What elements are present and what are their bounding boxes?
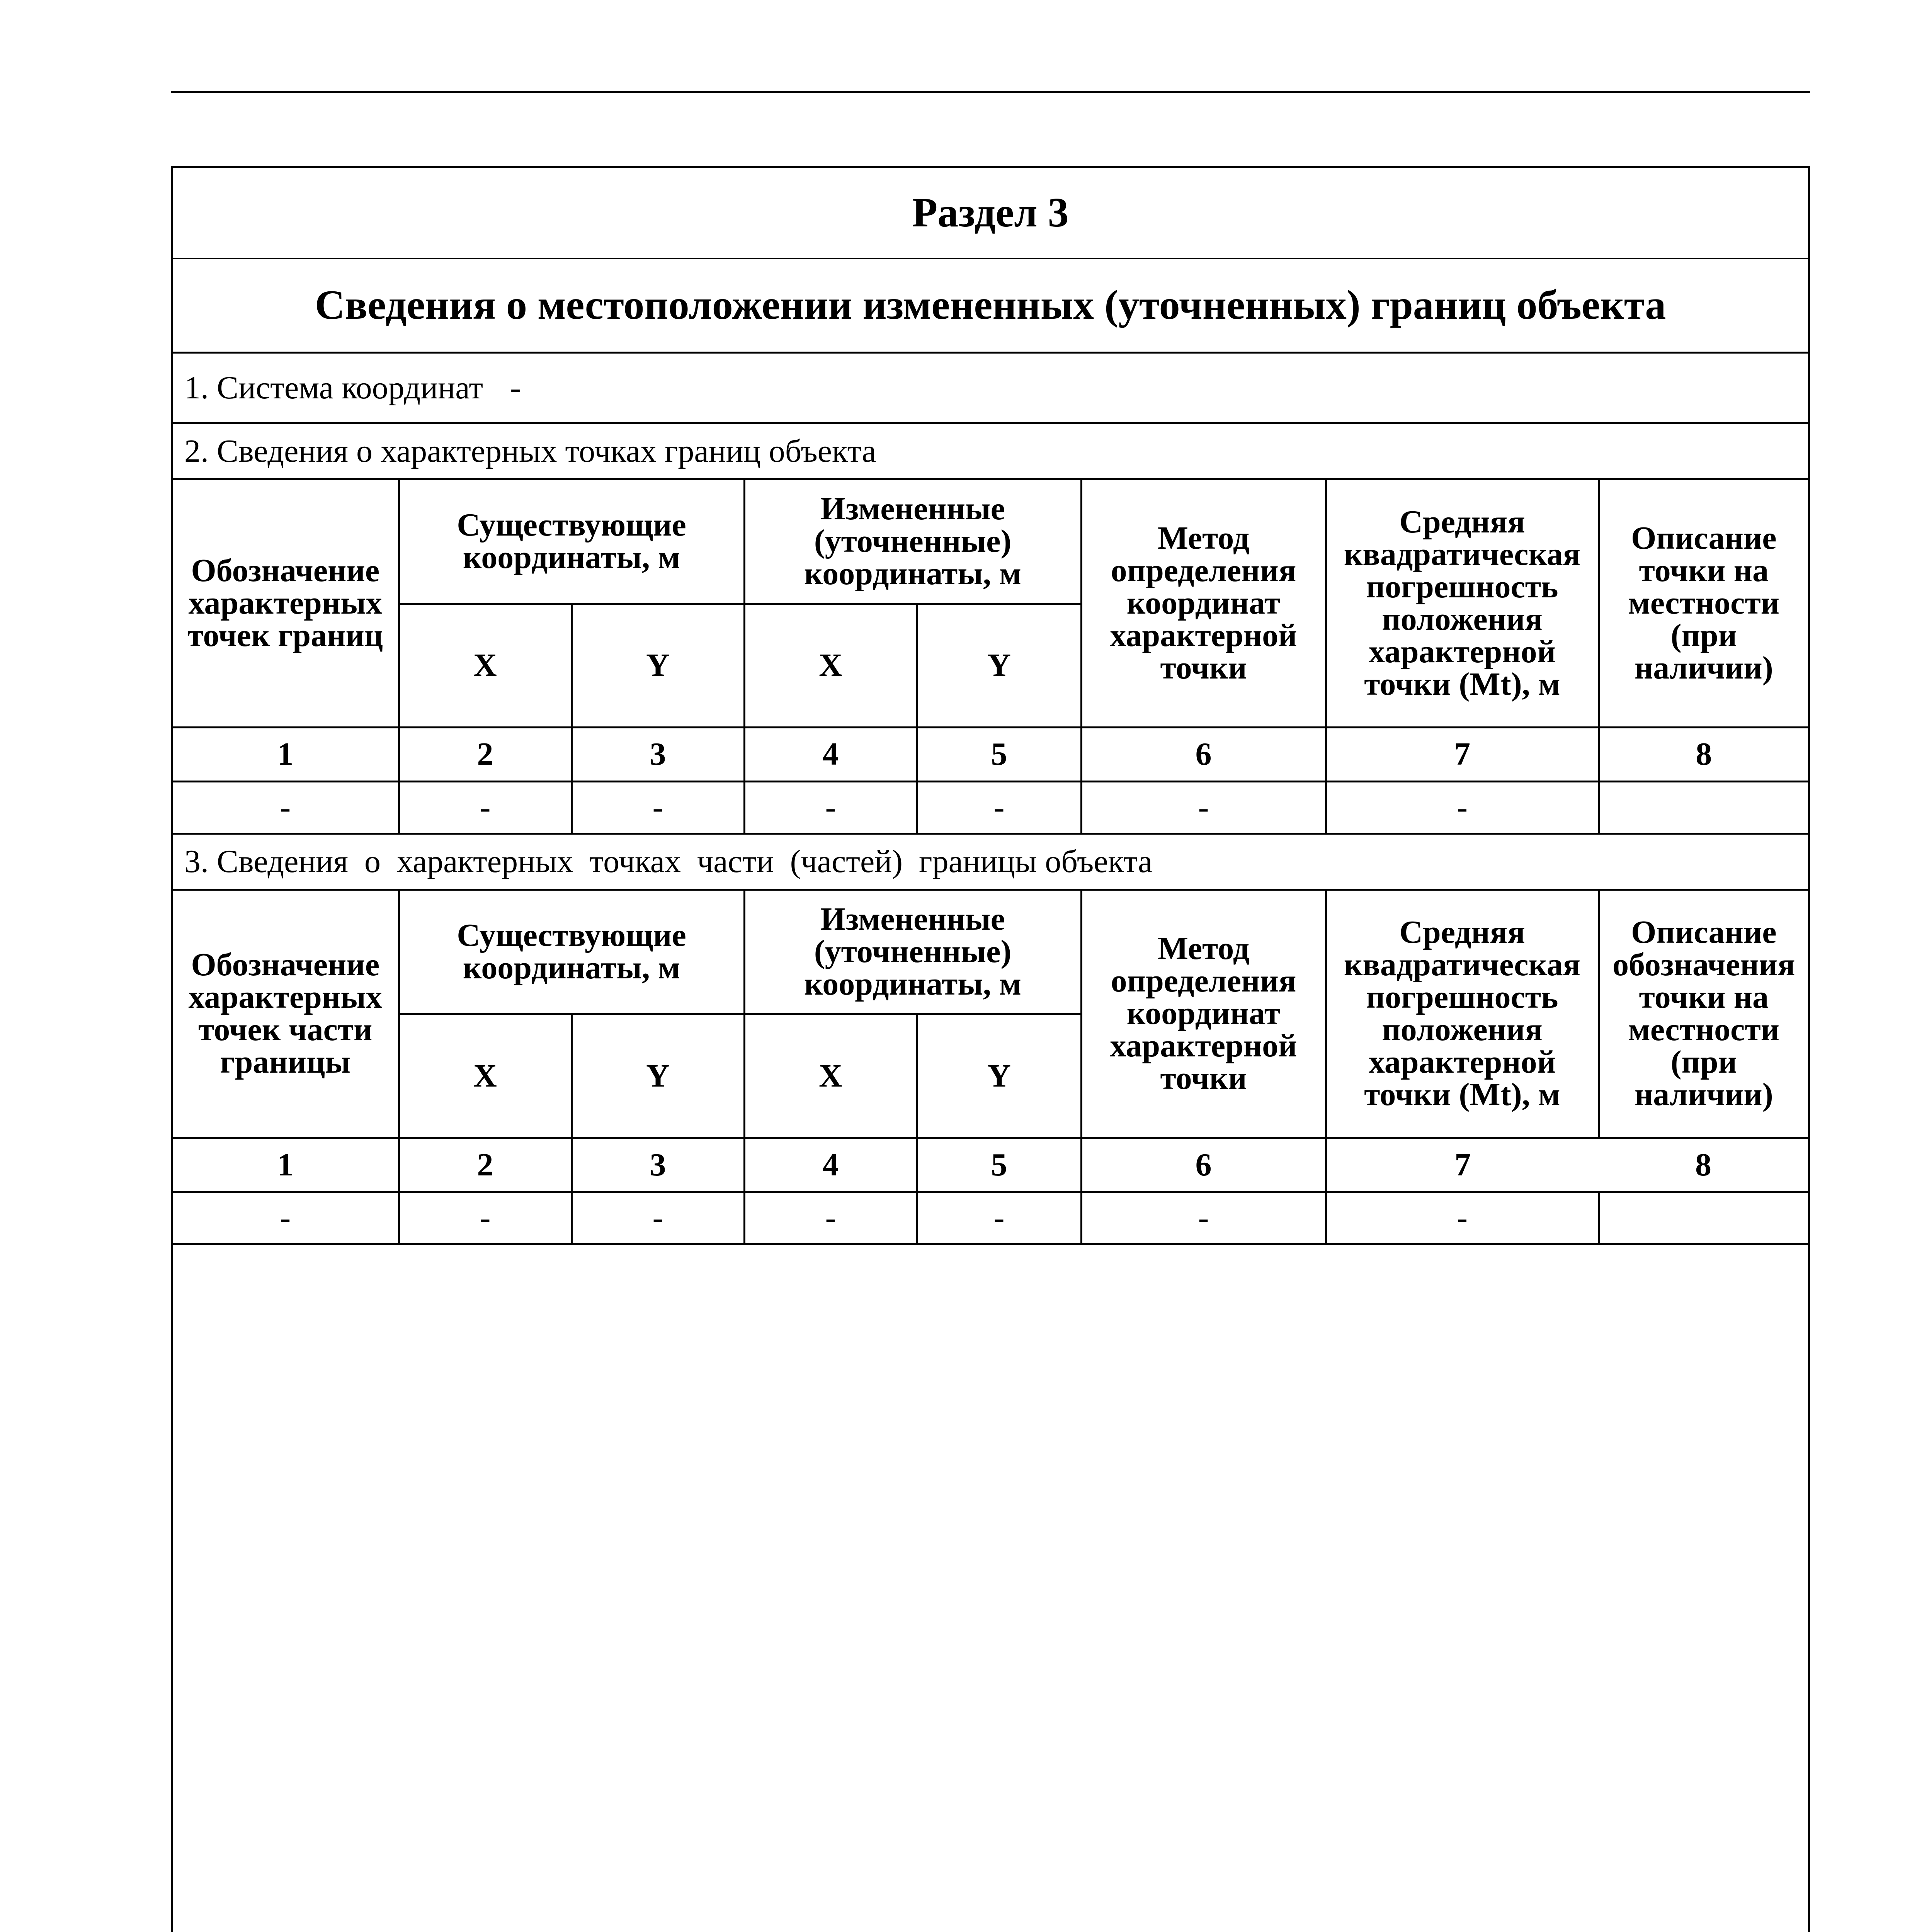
part2-col-designation: Обозначение характерных точек границ [173, 480, 399, 727]
part3-number-cell: 3 [572, 1138, 744, 1192]
part2-number-cell: 5 [917, 727, 1081, 781]
part3-value-cell: - [1081, 1192, 1326, 1244]
part3-number-cell: 5 [917, 1138, 1081, 1192]
coord-system-label: 1. Система координат [184, 370, 483, 406]
part2-number-cell: 6 [1081, 727, 1326, 781]
part3-value-cell: - [399, 1192, 572, 1244]
part3-value-cell [1599, 1192, 1808, 1244]
part3-col-description: Описание обозначения точки на местности (при наличии) [1599, 891, 1808, 1138]
coord-system-row [173, 354, 1808, 424]
part2-number-cell: 7 [1326, 727, 1599, 781]
part3-number-row [173, 1138, 1808, 1192]
part3-value-cell: - [744, 1192, 917, 1244]
part3-number-cell: 2 [399, 1138, 572, 1192]
part3-col-existing-x: X [399, 1014, 572, 1138]
part2-value-cell: - [1326, 781, 1599, 833]
part3-col-existing: Существующие координаты, м [399, 891, 744, 1014]
part3-col-changed-x: X [744, 1014, 917, 1138]
part3-value-cell: - [572, 1192, 744, 1244]
part2-value-cell: - [1081, 781, 1326, 833]
part3-number-cell: 6 [1081, 1138, 1326, 1192]
part3-col-existing-y: Y [572, 1014, 744, 1138]
part2-col-changed-y: Y [917, 604, 1081, 727]
part2-col-error: Средняя квадратическая погрешность положения характерной точки (Mt), м [1326, 480, 1599, 727]
section-title: Раздел 3 [173, 168, 1808, 259]
part3-col-designation: Обозначение характерных точек части границы [173, 891, 399, 1138]
part2-col-existing-y: Y [572, 604, 744, 727]
part3-col-changed: Измененные (уточненные) координаты, м [744, 891, 1081, 1014]
part2-number-cell: 4 [744, 727, 917, 781]
part3-value-cell: - [173, 1192, 399, 1244]
part2-col-changed: Измененные (уточненные) координаты, м [744, 480, 1081, 604]
top-rule [171, 91, 1810, 93]
part2-number-row [173, 727, 1808, 781]
part3-col-changed-y: Y [917, 1014, 1081, 1138]
table-row [173, 1192, 1808, 1244]
coord-system-value: - [510, 370, 521, 406]
part2-value-cell: - [173, 781, 399, 833]
part3-number-cell: 4 [744, 1138, 917, 1192]
section-frame [171, 166, 1810, 1932]
part3-number-cell: 7 [1326, 1138, 1599, 1192]
part2-heading: 2. Сведения о характерных точках границ объекта [173, 424, 1808, 480]
part2-col-description: Описание точки на местности (при наличии) [1599, 480, 1808, 727]
part2-col-method: Метод определения координат характерной точки [1081, 480, 1326, 727]
part2-value-cell: - [917, 781, 1081, 833]
part2-value-cell: - [399, 781, 572, 833]
part3-table [173, 891, 1808, 1245]
part2-number-cell: 1 [173, 727, 399, 781]
part2-table [173, 480, 1808, 835]
part3-value-cell: - [1326, 1192, 1599, 1244]
part2-col-changed-x: X [744, 604, 917, 727]
part3-col-error: Средняя квадратическая погрешность положения характерной точки (Mt), м [1326, 891, 1599, 1138]
part2-col-existing: Существующие координаты, м [399, 480, 744, 604]
part3-col-method: Метод определения координат характерной точки [1081, 891, 1326, 1138]
part2-number-cell: 3 [572, 727, 744, 781]
part2-value-cell: - [744, 781, 917, 833]
part2-number-cell: 2 [399, 727, 572, 781]
part3-number-cell: 8 [1599, 1138, 1808, 1192]
part3-heading: 3. Сведения о характерных точках части (частей) границы объекта [173, 835, 1808, 891]
part3-number-cell: 1 [173, 1138, 399, 1192]
part2-col-existing-x: X [399, 604, 572, 727]
part2-value-cell: - [572, 781, 744, 833]
part3-value-cell: - [917, 1192, 1081, 1244]
section-subtitle: Сведения о местоположении измененных (уточненных) границ объекта [173, 259, 1808, 354]
part2-number-cell: 8 [1599, 727, 1808, 781]
part2-value-cell [1599, 781, 1808, 833]
table-row [173, 781, 1808, 833]
